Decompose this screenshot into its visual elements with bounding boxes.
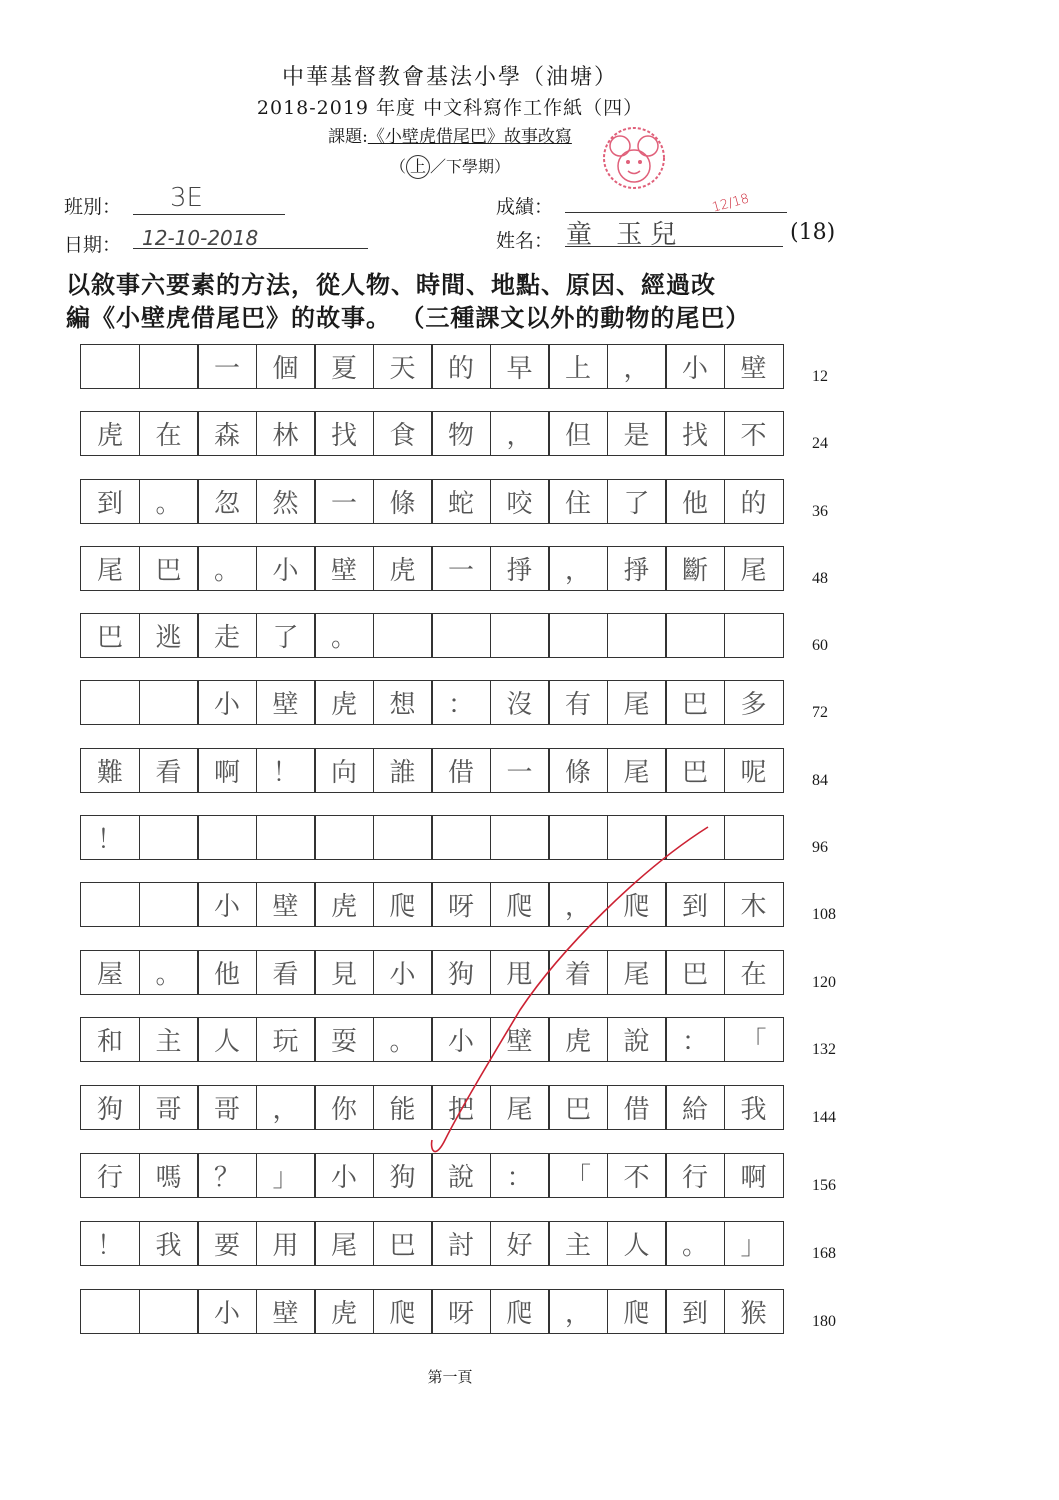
grid-cell: 用: [256, 1221, 316, 1266]
grid-cell: 森: [197, 411, 257, 456]
grid-cell: 一: [197, 344, 257, 389]
name-value: 童 玉兒: [566, 220, 685, 250]
grid-cell: 見: [314, 950, 374, 995]
grid-cell: ！: [256, 748, 316, 793]
grid-cell: 哥: [197, 1085, 257, 1130]
grid-cell: 食: [373, 411, 433, 456]
grid-cell: ？: [197, 1153, 257, 1198]
grid-cell: ：: [665, 1017, 725, 1062]
row-count: 72: [812, 704, 828, 721]
page-footer: 第一頁: [427, 1368, 473, 1386]
grid-cell: [80, 1289, 140, 1334]
class-number: (18): [790, 220, 836, 245]
grid-cell: 主: [139, 1017, 199, 1062]
instruction: [66, 268, 856, 334]
topic-line: [0, 122, 900, 147]
grid-cell: 巴: [665, 748, 725, 793]
grid-cell: 斷: [665, 546, 725, 591]
term-line: [0, 154, 900, 179]
grid-row: [80, 1153, 784, 1198]
grid-row: [80, 1017, 784, 1062]
grid-cell: 主: [548, 1221, 608, 1266]
row-count: 36: [812, 503, 828, 520]
grid-cell: 找: [314, 411, 374, 456]
grid-cell: 早: [490, 344, 550, 389]
grid-cell: 多: [724, 680, 784, 725]
row-count: 168: [812, 1245, 836, 1262]
grid-cell: 。: [139, 479, 199, 524]
grid-cell: 物: [431, 411, 491, 456]
grid-cell: 但: [548, 411, 608, 456]
name-label: 姓名：: [496, 230, 554, 252]
grid-cell: [373, 815, 433, 860]
grid-cell: 爬: [373, 1289, 433, 1334]
grid-cell: 啊: [724, 1153, 784, 1198]
grid-cell: 尾: [314, 1221, 374, 1266]
grid-cell: 能: [373, 1085, 433, 1130]
row-count: 156: [812, 1177, 836, 1194]
grid-cell: 巴: [548, 1085, 608, 1130]
grid-cell: 爬: [490, 882, 550, 927]
grid-cell: 哥: [139, 1085, 199, 1130]
grid-cell: ：: [431, 680, 491, 725]
topic-label: 課題:: [328, 127, 368, 147]
grid-cell: 有: [548, 680, 608, 725]
grid-row: [80, 1221, 784, 1266]
grid-cell: 逃: [139, 613, 199, 658]
row-count: 180: [812, 1313, 836, 1330]
grid-cell: ：: [490, 1153, 550, 1198]
grid-row: [80, 950, 784, 995]
instruction-line-1: 以敘事六要素的方法，從人物、時間、地點、原因、經過改: [66, 270, 716, 299]
grid-cell: 天: [373, 344, 433, 389]
term-rest: ／下學期）: [430, 157, 511, 176]
grid-cell: 到: [665, 882, 725, 927]
grid-cell: 壁: [256, 882, 316, 927]
grid-cell: 爬: [490, 1289, 550, 1334]
grid-cell: 壁: [724, 344, 784, 389]
grid-cell: 虎: [548, 1017, 608, 1062]
grid-cell: 。: [314, 613, 374, 658]
grid-cell: 我: [724, 1085, 784, 1130]
grid-cell: 在: [139, 411, 199, 456]
grid-cell: 虎: [314, 680, 374, 725]
grid-cell: 忽: [197, 479, 257, 524]
grid-cell: 壁: [256, 680, 316, 725]
grid-cell: 尾: [607, 680, 667, 725]
grid-cell: 在: [724, 950, 784, 995]
grid-cell: 小: [431, 1017, 491, 1062]
grid-cell: 尾: [80, 546, 140, 591]
grid-cell: 咬: [490, 479, 550, 524]
grid-cell: [665, 613, 725, 658]
grid-cell: 借: [431, 748, 491, 793]
grid-cell: 小: [197, 680, 257, 725]
score-line: [565, 188, 787, 216]
date-label: 日期：: [64, 234, 122, 256]
grid-cell: 尾: [607, 748, 667, 793]
grid-cell: 誰: [373, 748, 433, 793]
grid-cell: 行: [665, 1153, 725, 1198]
grid-cell: 虎: [373, 546, 433, 591]
grid-cell: 人: [607, 1221, 667, 1266]
grid-cell: 壁: [490, 1017, 550, 1062]
grid-cell: 壁: [314, 546, 374, 591]
grid-row: [80, 748, 784, 793]
grid-cell: [197, 815, 257, 860]
grid-cell: 走: [197, 613, 257, 658]
grid-cell: [139, 815, 199, 860]
topic-text: 《小壁虎借尾巴》故事改寫: [367, 127, 572, 147]
grid-cell: 到: [665, 1289, 725, 1334]
grid-cell: 巴: [665, 950, 725, 995]
grid-cell: 小: [197, 882, 257, 927]
grid-row: [80, 882, 784, 927]
grid-cell: 小: [197, 1289, 257, 1334]
grid-cell: 爬: [373, 882, 433, 927]
grid-cell: [431, 613, 491, 658]
school-name: 中華基督教會基法小學（油塘）: [281, 65, 618, 90]
grid-cell: 是: [607, 411, 667, 456]
grid-cell: 不: [724, 411, 784, 456]
grid-cell: 巴: [373, 1221, 433, 1266]
grid-row: [80, 411, 784, 456]
grid-cell: 掙: [490, 546, 550, 591]
grid-cell: 虎: [314, 1289, 374, 1334]
grid-cell: 想: [373, 680, 433, 725]
grid-cell: 狗: [373, 1153, 433, 1198]
row-count: 12: [812, 368, 828, 385]
grid-cell: 小: [256, 546, 316, 591]
grid-cell: 把: [431, 1085, 491, 1130]
term-selected-circle: 上: [406, 155, 430, 179]
grid-cell: [548, 815, 608, 860]
grid-cell: 找: [665, 411, 725, 456]
grid-row: [80, 680, 784, 725]
grid-cell: 個: [256, 344, 316, 389]
grid-cell: 狗: [431, 950, 491, 995]
class-line: [133, 190, 285, 215]
grid-cell: 一: [431, 546, 491, 591]
grid-cell: 」: [256, 1153, 316, 1198]
date-value: 12-10-2018: [142, 226, 259, 250]
grid-cell: 。: [139, 950, 199, 995]
row-count: 24: [812, 435, 828, 452]
grid-cell: ！: [80, 815, 140, 860]
grid-cell: 討: [431, 1221, 491, 1266]
grid-cell: 狗: [80, 1085, 140, 1130]
grid-cell: ，: [548, 1289, 608, 1334]
grid-cell: [724, 815, 784, 860]
grid-cell: 爬: [607, 1289, 667, 1334]
grid-cell: [139, 1289, 199, 1334]
grid-cell: 給: [665, 1085, 725, 1130]
grid-cell: 我: [139, 1221, 199, 1266]
grid-cell: 了: [256, 613, 316, 658]
grid-cell: [80, 680, 140, 725]
grid-cell: 蛇: [431, 479, 491, 524]
grid-cell: 嗎: [139, 1153, 199, 1198]
grid-cell: 不: [607, 1153, 667, 1198]
grid-cell: 然: [256, 479, 316, 524]
score-label: 成績：: [496, 196, 554, 218]
row-count: 132: [812, 1041, 836, 1058]
grid-cell: 啊: [197, 748, 257, 793]
grid-cell: 尾: [724, 546, 784, 591]
grid-row: [80, 1085, 784, 1130]
grid-row: [80, 1289, 784, 1334]
grid-cell: 好: [490, 1221, 550, 1266]
row-count: 60: [812, 637, 828, 654]
grid-cell: 到: [80, 479, 140, 524]
grid-cell: ，: [607, 344, 667, 389]
grid-cell: 他: [197, 950, 257, 995]
grid-cell: [548, 613, 608, 658]
grid-cell: 玩: [256, 1017, 316, 1062]
grid-cell: 要: [197, 1221, 257, 1266]
grid-cell: 和: [80, 1017, 140, 1062]
grid-cell: 木: [724, 882, 784, 927]
grid-cell: 借: [607, 1085, 667, 1130]
grid-cell: 虎: [314, 882, 374, 927]
grid-cell: 小: [373, 950, 433, 995]
grid-cell: 小: [665, 344, 725, 389]
grid-cell: 「: [548, 1153, 608, 1198]
row-count: 108: [812, 906, 836, 923]
grid-row: [80, 815, 784, 860]
grid-cell: 的: [431, 344, 491, 389]
grid-cell: [139, 344, 199, 389]
grid-cell: 。: [373, 1017, 433, 1062]
grid-cell: 甩: [490, 950, 550, 995]
grid-cell: 。: [665, 1221, 725, 1266]
grid-cell: ，: [490, 411, 550, 456]
grid-cell: 掙: [607, 546, 667, 591]
grid-cell: ，: [548, 882, 608, 927]
grid-row: [80, 613, 784, 658]
grid-cell: 巴: [665, 680, 725, 725]
grid-cell: [139, 680, 199, 725]
grid-cell: ，: [256, 1085, 316, 1130]
grid-cell: 呀: [431, 1289, 491, 1334]
grid-cell: 猴: [724, 1289, 784, 1334]
grid-cell: 尾: [490, 1085, 550, 1130]
grid-cell: 你: [314, 1085, 374, 1130]
grid-cell: 爬: [607, 882, 667, 927]
class-label: 班別：: [64, 196, 122, 218]
grid-cell: 看: [139, 748, 199, 793]
grid-cell: 林: [256, 411, 316, 456]
grid-cell: [256, 815, 316, 860]
grid-row: [80, 479, 784, 524]
grid-row: [80, 344, 784, 389]
grid-cell: 一: [314, 479, 374, 524]
grid-cell: 沒: [490, 680, 550, 725]
grid-cell: 說: [607, 1017, 667, 1062]
grid-cell: 上: [548, 344, 608, 389]
score-value: 12/18: [710, 191, 751, 216]
grid-cell: 着: [548, 950, 608, 995]
worksheet-title: 2018-2019 年度 中文科寫作工作紙（四）: [256, 97, 644, 119]
grid-cell: [607, 815, 667, 860]
grid-cell: [490, 613, 550, 658]
grid-cell: [431, 815, 491, 860]
grid-cell: 看: [256, 950, 316, 995]
grid-cell: 巴: [139, 546, 199, 591]
row-count: 48: [812, 570, 828, 587]
grid-cell: [314, 815, 374, 860]
grid-cell: [665, 815, 725, 860]
term-open: （: [389, 157, 406, 176]
row-count: 144: [812, 1109, 836, 1126]
grid-cell: 小: [314, 1153, 374, 1198]
instruction-line-2: 編《小壁虎借尾巴》的故事。 （三種課文以外的動物的尾巴）: [66, 303, 751, 332]
grid-cell: 向: [314, 748, 374, 793]
grid-cell: 呢: [724, 748, 784, 793]
grid-cell: 巴: [80, 613, 140, 658]
grid-cell: 條: [373, 479, 433, 524]
grid-cell: 虎: [80, 411, 140, 456]
grid-cell: 壁: [256, 1289, 316, 1334]
grid-cell: 屋: [80, 950, 140, 995]
grid-cell: ！: [80, 1221, 140, 1266]
grid-cell: [724, 613, 784, 658]
grid-cell: 耍: [314, 1017, 374, 1062]
grid-cell: 難: [80, 748, 140, 793]
grid-cell: 了: [607, 479, 667, 524]
grid-cell: ，: [548, 546, 608, 591]
grid-cell: [607, 613, 667, 658]
grid-cell: 住: [548, 479, 608, 524]
grid-cell: 人: [197, 1017, 257, 1062]
grid-cell: 」: [724, 1221, 784, 1266]
grid-cell: [80, 882, 140, 927]
grid-cell: 尾: [607, 950, 667, 995]
grid-cell: [139, 882, 199, 927]
grid-cell: 一: [490, 748, 550, 793]
row-count: 84: [812, 772, 828, 789]
grid-cell: [490, 815, 550, 860]
grid-cell: [80, 344, 140, 389]
grid-cell: 夏: [314, 344, 374, 389]
class-value: 3E: [170, 183, 203, 213]
grid-cell: 呀: [431, 882, 491, 927]
grid-cell: [373, 613, 433, 658]
grid-row: [80, 546, 784, 591]
grid-cell: 。: [197, 546, 257, 591]
grid-cell: 他: [665, 479, 725, 524]
row-count: 120: [812, 974, 836, 991]
grid-cell: 的: [724, 479, 784, 524]
row-count: 96: [812, 839, 828, 856]
grid-cell: 「: [724, 1017, 784, 1062]
grid-cell: 條: [548, 748, 608, 793]
grid-cell: 說: [431, 1153, 491, 1198]
grid-cell: 行: [80, 1153, 140, 1198]
